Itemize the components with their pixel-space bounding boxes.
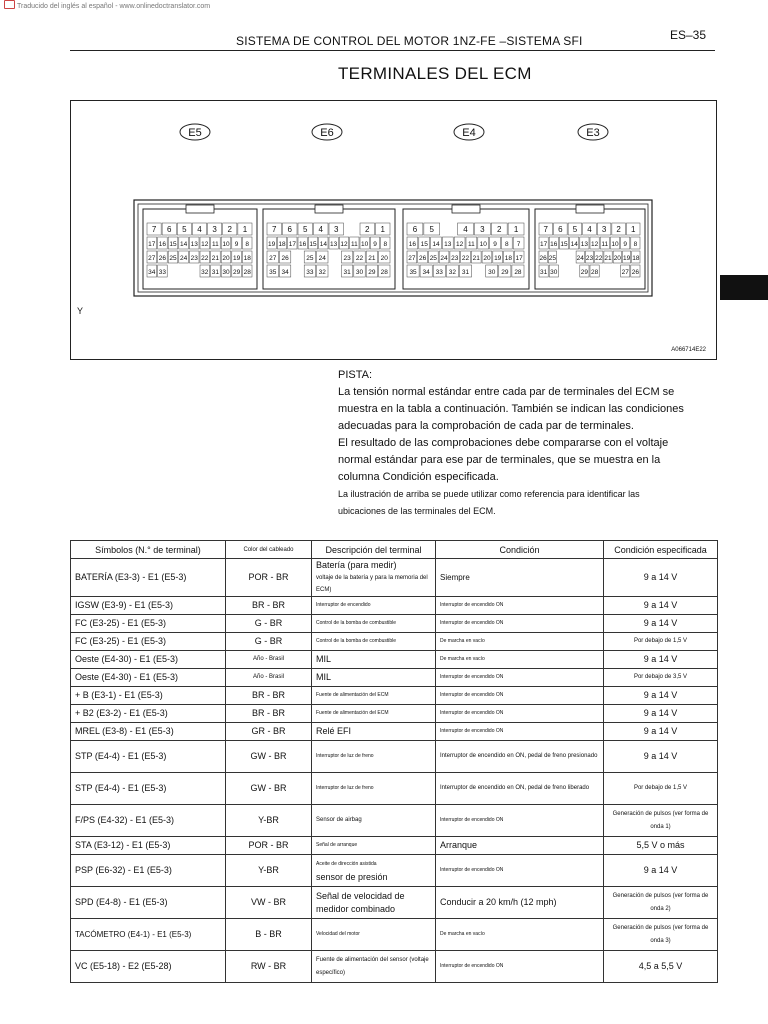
- pin-number: 35: [409, 269, 417, 276]
- pin-number: 24: [179, 255, 188, 262]
- table-row: [71, 837, 718, 855]
- pin-number: 8: [633, 241, 638, 248]
- pin-number: 11: [468, 241, 475, 248]
- pin-number: 17: [288, 241, 296, 248]
- pin-number: 23: [190, 255, 198, 262]
- cell-description: Control de la bomba de combustible: [312, 633, 436, 651]
- connector-diagram: [71, 101, 716, 359]
- pin-number: 17: [539, 241, 548, 248]
- cell-specified: 9 a 14 V: [604, 687, 718, 705]
- pin-number: 18: [504, 255, 513, 262]
- pin-number: 4: [587, 225, 592, 234]
- pin-number: 29: [368, 269, 376, 276]
- pin-number: 29: [580, 269, 589, 276]
- pin-number: 30: [550, 269, 558, 276]
- pin-number: 24: [576, 255, 584, 262]
- cell-specified: 9 a 14 V: [604, 559, 718, 597]
- page-number: ES–35: [670, 28, 707, 42]
- translate-icon: [4, 0, 15, 9]
- pin-number: 3: [334, 225, 339, 234]
- pin-number: 1: [630, 225, 636, 234]
- table-row: [71, 741, 718, 773]
- pin-number: 11: [601, 241, 609, 248]
- cell-symbol: Oeste (E4-30) - E1 (E5-3): [71, 651, 226, 669]
- connector-housing: [134, 200, 652, 296]
- pin-number: 13: [330, 241, 338, 248]
- connector-label: E3: [586, 127, 600, 139]
- pin-number: 27: [621, 269, 629, 276]
- pin-number: 17: [515, 255, 523, 262]
- pin-number: 9: [493, 241, 497, 248]
- pin-number: 12: [340, 241, 348, 248]
- cell-specified: 9 a 14 V: [604, 705, 718, 723]
- table-row: [71, 597, 718, 615]
- pin-number: 10: [222, 241, 230, 248]
- pin-number: 22: [355, 255, 364, 262]
- pin-number: 31: [539, 269, 548, 276]
- cell-wire-color: POR - BR: [226, 559, 312, 597]
- pin-number: 16: [408, 241, 417, 248]
- pin-number: 25: [169, 255, 177, 262]
- pin-number: 23: [585, 255, 594, 262]
- ecm-connector-figure: [70, 100, 717, 360]
- table-row: [71, 855, 718, 887]
- pin-number: 23: [451, 255, 459, 262]
- table-row: [71, 705, 718, 723]
- cell-specified: 5,5 V o más: [604, 837, 718, 855]
- cell-wire-color: BR - BR: [226, 687, 312, 705]
- pin-number: 10: [361, 241, 369, 248]
- table-row: [71, 615, 718, 633]
- cell-condition: De marcha en vacío: [436, 651, 604, 669]
- cell-description: Señal de arranque: [312, 837, 436, 855]
- cell-symbol: STP (E4-4) - E1 (E5-3): [71, 741, 226, 773]
- cell-wire-color: B - BR: [226, 919, 312, 951]
- pin-number: 7: [272, 225, 277, 234]
- pin-number: 4: [463, 225, 468, 234]
- header-specified: Condición especificada: [604, 541, 718, 559]
- table-row: [71, 687, 718, 705]
- cell-description-sub: Aceite de dirección asistida: [316, 860, 377, 867]
- pin-number: 2: [616, 225, 621, 234]
- pin-number: 6: [412, 225, 418, 234]
- pin-number: 12: [201, 241, 209, 248]
- hint-block: [338, 367, 684, 520]
- pin-number: 30: [488, 269, 496, 276]
- pin-number: 1: [513, 225, 519, 234]
- cell-symbol: Oeste (E4-30) - E1 (E5-3): [71, 669, 226, 687]
- cell-condition: Interruptor de encendido en ON, pedal de freno presionado: [436, 741, 604, 773]
- pin-number: 15: [169, 241, 177, 248]
- cell-symbol: + B (E3-1) - E1 (E5-3): [71, 687, 226, 705]
- pin-number: 19: [494, 255, 502, 262]
- pin-number: 13: [580, 241, 589, 248]
- cell-symbol: FC (E3-25) - E1 (E5-3): [71, 633, 226, 651]
- table-row: [71, 669, 718, 687]
- hint-paragraph-3: La ilustración de arriba se puede utilizar como referencia para identificar las ubicaciones de las terminales del ECM.: [338, 489, 640, 516]
- pin-number: 26: [418, 255, 427, 262]
- pin-number: 14: [179, 241, 188, 248]
- cell-condition: Interruptor de encendido ON: [436, 615, 604, 633]
- cell-description: MIL: [312, 651, 436, 669]
- cell-symbol: PSP (E6-32) - E1 (E5-3): [71, 855, 226, 887]
- cell-specified: 4,5 a 5,5 V: [604, 951, 718, 983]
- connector-label: E4: [462, 127, 476, 139]
- pin-number: 6: [287, 225, 292, 234]
- cell-symbol: TACÓMETRO (E4-1) - E1 (E5-3): [71, 919, 226, 951]
- pin-number: 27: [269, 255, 277, 262]
- pin-number: 25: [306, 255, 314, 262]
- pin-number: 33: [306, 269, 314, 276]
- pin-number: 16: [158, 241, 167, 248]
- cell-wire-color: Año - Brasil: [226, 651, 312, 669]
- pin-number: 19: [622, 255, 631, 262]
- ecm-terminal-table: [70, 540, 718, 983]
- table-row: [71, 773, 718, 805]
- cell-specified: Generación de pulsos (ver forma de onda 2): [604, 887, 718, 919]
- cell-symbol: MREL (E3-8) - E1 (E5-3): [71, 723, 226, 741]
- figure-y-label: Y: [77, 306, 84, 316]
- header-condition: Condición: [436, 541, 604, 559]
- cell-wire-color: VW - BR: [226, 887, 312, 919]
- pin-number: 14: [570, 241, 578, 248]
- cell-specified: Generación de pulsos (ver forma de onda 1): [604, 805, 718, 837]
- pin-number: 27: [408, 255, 416, 262]
- translator-banner[interactable]: [4, 0, 210, 10]
- pin-number: 28: [380, 269, 388, 276]
- connector-label: E6: [320, 127, 334, 139]
- pin-number: 14: [319, 241, 327, 248]
- cell-symbol: SPD (E4-8) - E1 (E5-3): [71, 887, 226, 919]
- cell-description-main: sensor de presión: [316, 871, 388, 882]
- cell-condition: Conducir a 20 km/h (12 mph): [436, 887, 604, 919]
- pin-number: 4: [318, 225, 323, 234]
- header-rule: [70, 50, 715, 51]
- cell-wire-color: BR - BR: [226, 597, 312, 615]
- cell-condition: Interruptor de encendido ON: [436, 723, 604, 741]
- pin-number: 35: [269, 269, 277, 276]
- cell-description: [312, 559, 436, 597]
- pin-number: 9: [373, 241, 377, 248]
- cell-description-sub: voltaje de la batería y para la memoria del ECM): [316, 575, 428, 593]
- pin-number: 34: [148, 269, 156, 276]
- pin-number: 9: [234, 241, 239, 248]
- cell-symbol: FC (E3-25) - E1 (E5-3): [71, 615, 226, 633]
- hint-heading: PISTA:: [338, 369, 373, 381]
- table-row: [71, 805, 718, 837]
- pin-number: 22: [201, 255, 209, 262]
- connector-housing-inner: [138, 204, 648, 292]
- pin-number: 24: [440, 255, 448, 262]
- pin-number: 1: [242, 225, 248, 234]
- cell-specified: 9 a 14 V: [604, 597, 718, 615]
- hint-paragraph-2: El resultado de las comprobaciones debe compararse con el voltaje normal estándar para ese par de terminales, que se muestra en la columna Condición especificada.: [338, 437, 669, 483]
- pin-number: 3: [601, 225, 607, 234]
- pin-number: 18: [632, 255, 640, 262]
- pin-number: 30: [222, 269, 230, 276]
- pin-number: 1: [380, 225, 385, 234]
- cell-wire-color: Y-BR: [226, 855, 312, 887]
- cell-condition: Interruptor de encendido ON: [436, 669, 604, 687]
- pin-number: 8: [383, 241, 388, 248]
- cell-specified: Por debajo de 1,5 V: [604, 773, 718, 805]
- pin-number: 31: [211, 269, 220, 276]
- cell-description: Señal de velocidad de medidor combinado: [312, 887, 436, 919]
- pin-number: 21: [604, 255, 612, 262]
- pin-number: 9: [623, 241, 628, 248]
- translator-note: Traducido del inglés al español - www.onlinedoctranslator.com: [17, 3, 211, 10]
- cell-description: Fuente de alimentación del sensor (voltaje específico): [312, 951, 436, 983]
- cell-wire-color: RW - BR: [226, 951, 312, 983]
- cell-condition: Interruptor de encendido ON: [436, 951, 604, 983]
- pin-number: 28: [243, 269, 251, 276]
- cell-wire-color: G - BR: [226, 615, 312, 633]
- pin-number: 25: [429, 255, 437, 262]
- cell-condition: Siempre: [436, 559, 604, 597]
- pin-number: 10: [479, 241, 487, 248]
- pin-number: 21: [368, 255, 376, 262]
- cell-description: MIL: [312, 669, 436, 687]
- pin-number: 5: [182, 225, 187, 234]
- pin-number: 20: [483, 255, 491, 262]
- cell-wire-color: GR - BR: [226, 723, 312, 741]
- pin-number: 26: [539, 255, 547, 262]
- pin-number: 31: [461, 269, 470, 276]
- cell-condition: Arranque: [436, 837, 604, 855]
- pin-number: 32: [318, 269, 326, 276]
- cell-symbol: VC (E5-18) - E2 (E5-28): [71, 951, 226, 983]
- connector-label: E5: [188, 127, 202, 139]
- cell-description: Control de la bomba de combustible: [312, 615, 436, 633]
- header-description: Descripción del terminal: [312, 541, 436, 559]
- pin-number: 15: [309, 241, 317, 248]
- cell-description: Sensor de airbag: [312, 805, 436, 837]
- cell-specified: Por debajo de 1,5 V: [604, 633, 718, 651]
- cell-specified: 9 a 14 V: [604, 651, 718, 669]
- cell-symbol: STA (E3-12) - E1 (E5-3): [71, 837, 226, 855]
- pin-number: 26: [158, 255, 167, 262]
- table-row: [71, 951, 718, 983]
- pin-number: 31: [343, 269, 351, 276]
- cell-condition: Interruptor de encendido ON: [436, 597, 604, 615]
- cell-description: Interruptor de encendido: [312, 597, 436, 615]
- cell-wire-color: BR - BR: [226, 705, 312, 723]
- cell-description: Interruptor de luz de freno: [312, 773, 436, 805]
- pin-number: 3: [212, 225, 217, 234]
- table-row: [71, 919, 718, 951]
- cell-specified: 9 a 14 V: [604, 855, 718, 887]
- pin-number: 5: [303, 225, 308, 234]
- pin-number: 10: [611, 241, 619, 248]
- cell-symbol: STP (E4-4) - E1 (E5-3): [71, 773, 226, 805]
- cell-specified: 9 a 14 V: [604, 615, 718, 633]
- pin-number: 13: [190, 241, 198, 248]
- pin-number: 2: [227, 225, 233, 234]
- pin-number: 32: [201, 269, 209, 276]
- connector-latch: [315, 205, 343, 213]
- pin-number: 18: [278, 241, 286, 248]
- pin-number: 24: [318, 255, 326, 262]
- cell-wire-color: Año - Brasil: [226, 669, 312, 687]
- cell-description: Interruptor de luz de freno: [312, 741, 436, 773]
- pin-number: 28: [590, 269, 599, 276]
- cell-condition: Interruptor de encendido en ON, pedal de freno liberado: [436, 773, 604, 805]
- cell-symbol: + B2 (E3-2) - E1 (E5-3): [71, 705, 226, 723]
- table-row: [71, 723, 718, 741]
- pin-number: 28: [514, 269, 522, 276]
- cell-description: Relé EFI: [312, 723, 436, 741]
- cell-symbol: F/PS (E4-32) - E1 (E5-3): [71, 805, 226, 837]
- connector-latch: [576, 205, 604, 213]
- pin-number: 11: [350, 241, 358, 248]
- hint-paragraph-1: La tensión normal estándar entre cada par de terminales del ECM se muestra en la tabla a continuación. También se indican las condiciones adecuadas para la comprobación de cada par de terminales.: [338, 386, 684, 432]
- pin-number: 8: [504, 241, 509, 248]
- cell-condition: De marcha en vacío: [436, 919, 604, 951]
- pin-number: 7: [543, 225, 549, 234]
- header-symbols: Símbolos (N.° de terminal): [71, 541, 226, 559]
- pin-number: 2: [365, 225, 370, 234]
- cell-specified: Por debajo de 3,5 V: [604, 669, 718, 687]
- pin-number: 29: [232, 269, 241, 276]
- pin-number: 11: [212, 241, 219, 248]
- cell-condition: Interruptor de encendido ON: [436, 805, 604, 837]
- pin-number: 20: [613, 255, 621, 262]
- pin-number: 19: [268, 241, 276, 248]
- cell-condition: Interruptor de encendido ON: [436, 705, 604, 723]
- pin-number: 18: [243, 255, 251, 262]
- pin-number: 26: [281, 255, 289, 262]
- cell-symbol: BATERÍA (E3-3) - E1 (E5-3): [71, 559, 226, 597]
- cell-condition: De marcha en vacío: [436, 633, 604, 651]
- pin-number: 5: [572, 225, 578, 234]
- cell-wire-color: POR - BR: [226, 837, 312, 855]
- pin-number: 23: [343, 255, 351, 262]
- cell-description-main: Batería (para medir): [316, 560, 397, 570]
- table-row: [71, 559, 718, 597]
- pin-number: 3: [480, 225, 485, 234]
- pin-number: 6: [558, 225, 563, 234]
- section-tab-marker: [720, 275, 768, 300]
- pin-number: 15: [560, 241, 568, 248]
- connector-latch: [452, 205, 480, 213]
- cell-wire-color: G - BR: [226, 633, 312, 651]
- pin-number: 27: [148, 255, 156, 262]
- cell-specified: 9 a 14 V: [604, 723, 718, 741]
- pin-number: 21: [211, 255, 220, 262]
- pin-number: 19: [232, 255, 241, 262]
- pin-number: 34: [281, 269, 289, 276]
- figure-code: A066714E22: [671, 347, 706, 353]
- pin-number: 22: [595, 255, 603, 262]
- pin-number: 33: [158, 269, 167, 276]
- table-row: [71, 887, 718, 919]
- pin-number: 12: [590, 241, 599, 248]
- pin-number: 26: [631, 269, 640, 276]
- pin-number: 30: [355, 269, 364, 276]
- pin-number: 16: [550, 241, 558, 248]
- header-wire-color: Color del cableado: [226, 541, 312, 559]
- cell-symbol: IGSW (E3-9) - E1 (E5-3): [71, 597, 226, 615]
- cell-wire-color: Y-BR: [226, 805, 312, 837]
- pin-number: 8: [245, 241, 250, 248]
- pin-number: 16: [299, 241, 307, 248]
- table-row: [71, 651, 718, 669]
- cell-specified: Generación de pulsos (ver forma de onda 3): [604, 919, 718, 951]
- cell-wire-color: GW - BR: [226, 741, 312, 773]
- pin-number: 7: [151, 225, 157, 234]
- cell-description: Velocidad del motor: [312, 919, 436, 951]
- cell-wire-color: GW - BR: [226, 773, 312, 805]
- pin-number: 29: [501, 269, 509, 276]
- pin-number: 20: [222, 255, 230, 262]
- table-row: [71, 633, 718, 651]
- pin-number: 2: [496, 225, 502, 234]
- table-header-row: [71, 541, 718, 559]
- pin-number: 4: [197, 225, 202, 234]
- pin-number: 34: [422, 269, 430, 276]
- cell-description: Fuente de alimentación del ECM: [312, 687, 436, 705]
- pin-number: 14: [432, 241, 440, 248]
- cell-description: Fuente de alimentación del ECM: [312, 705, 436, 723]
- pin-number: 15: [420, 241, 428, 248]
- pin-number: 25: [548, 255, 557, 262]
- page-header-title: SISTEMA DE CONTROL DEL MOTOR 1NZ-FE –SISTEMA SFI: [236, 34, 583, 48]
- connector-latch: [186, 205, 214, 213]
- cell-condition: Interruptor de encendido ON: [436, 687, 604, 705]
- cell-specified: 9 a 14 V: [604, 741, 718, 773]
- pin-number: 6: [166, 225, 172, 234]
- cell-condition: Interruptor de encendido ON: [436, 855, 604, 887]
- pin-number: 32: [448, 269, 457, 276]
- pin-number: 13: [444, 241, 452, 248]
- pin-number: 5: [429, 225, 435, 234]
- section-title: TERMINALES DEL ECM: [338, 64, 532, 83]
- pin-number: 17: [148, 241, 156, 248]
- pin-number: 7: [516, 241, 521, 248]
- pin-number: 21: [472, 255, 480, 262]
- pin-number: 20: [380, 255, 388, 262]
- pin-number: 22: [461, 255, 470, 262]
- cell-description: [312, 855, 436, 887]
- pin-number: 12: [455, 241, 464, 248]
- pin-number: 33: [435, 269, 443, 276]
